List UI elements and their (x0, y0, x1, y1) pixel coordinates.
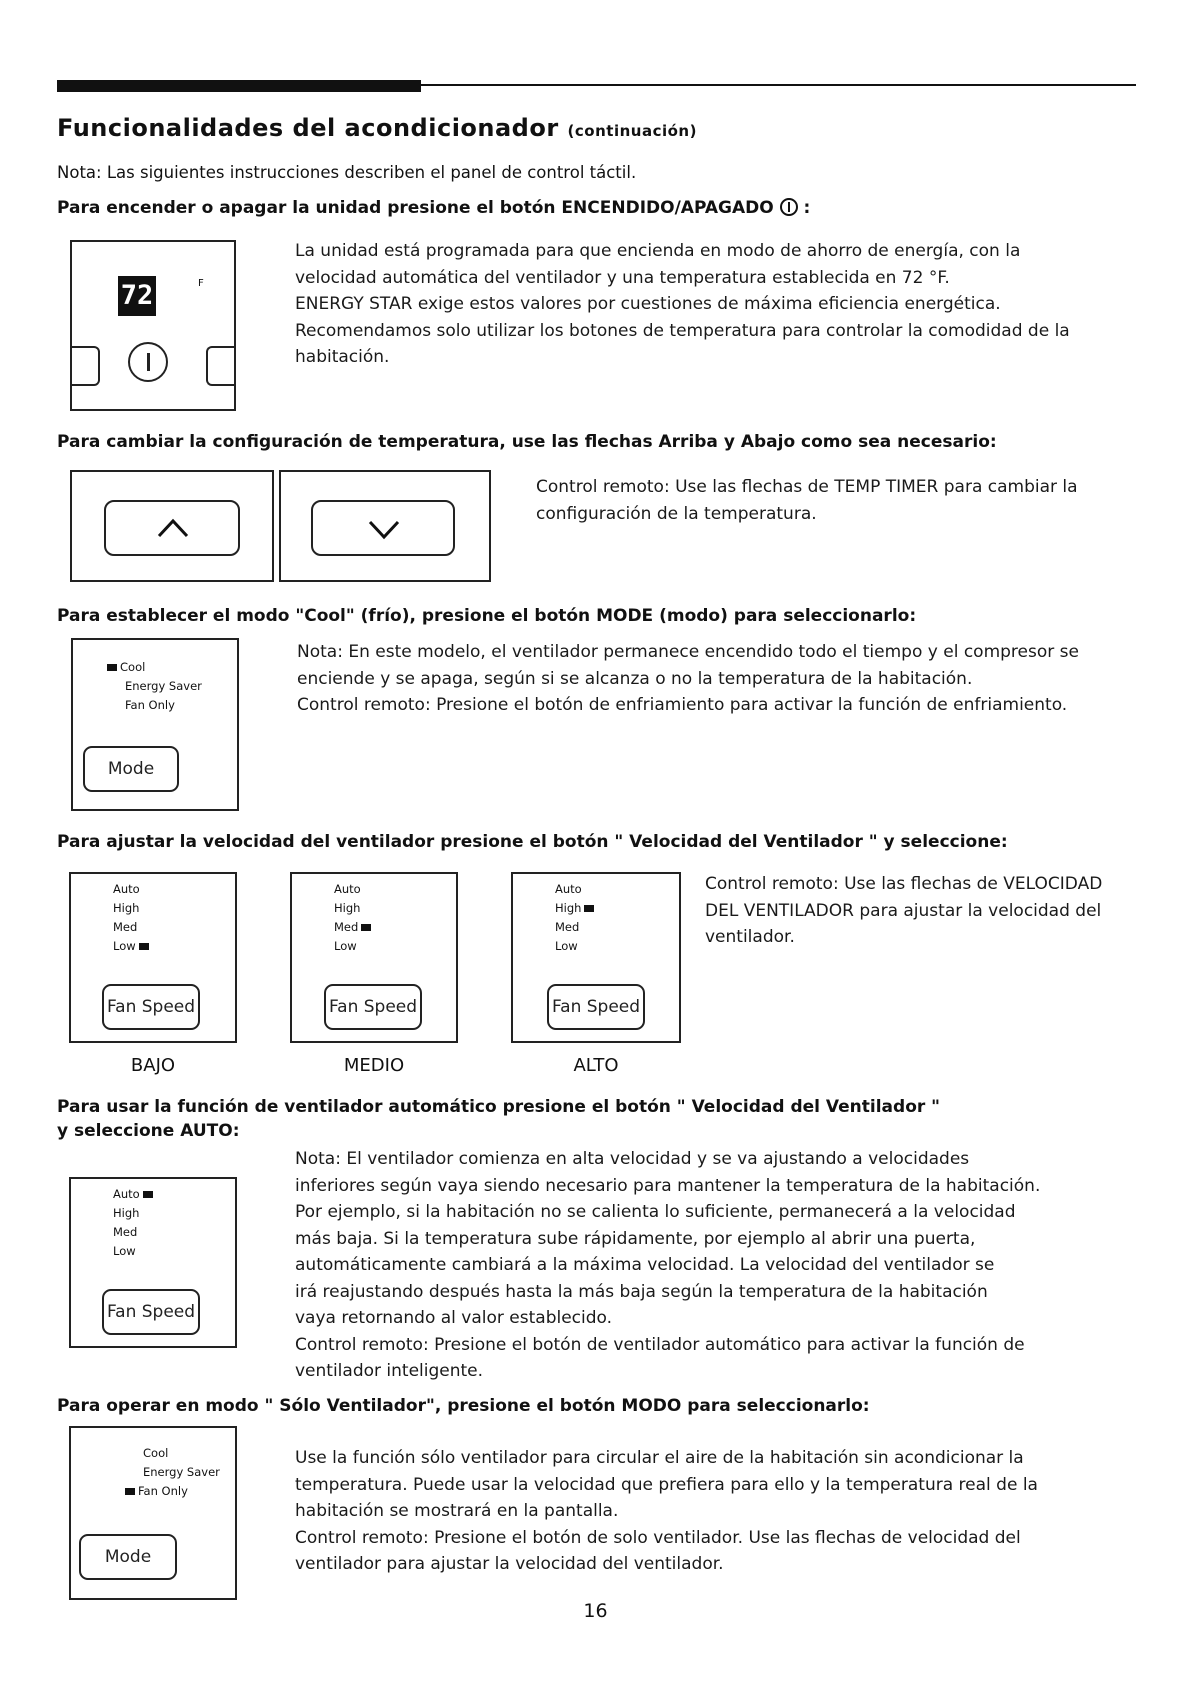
selected-indicator (125, 1488, 135, 1495)
mode-options (120, 658, 202, 715)
fan-speed-options: Auto High Med Low (113, 1185, 156, 1261)
selected-indicator (107, 664, 117, 671)
auto-fan-heading: Para usar la función de ventilador automático presione el botón " Velocidad del Ventilador " y seleccione AUTO: (57, 1097, 941, 1141)
page-title (57, 114, 697, 142)
power-button[interactable] (128, 342, 168, 382)
temp-down-panel (279, 470, 491, 582)
fan-speed-description: Control remoto: Use las flechas de VELOCIDAD DEL VENTILADOR para ajustar la velocidad del ventilador. (705, 874, 1103, 947)
right-button-edge[interactable] (206, 346, 236, 386)
cool-panel (71, 638, 239, 811)
power-panel (70, 240, 236, 411)
mode-option-energy-saver: Energy Saver (125, 679, 202, 693)
title-suffix: (continuación) (567, 122, 697, 140)
arrow-down-icon (367, 518, 401, 542)
caption-medium: MEDIO (343, 1055, 405, 1076)
power-heading: Para encender o apagar la unidad presione el botón ENCENDIDO/APAGADO : (57, 198, 811, 218)
auto-fan-panel (69, 1177, 237, 1348)
temp-up-panel (70, 470, 274, 582)
unit-label: F (198, 278, 204, 289)
fan-speed-options: Auto High Med Low (334, 880, 374, 956)
mode-options: Cool Energy Saver Fan Only (143, 1444, 220, 1501)
left-button-edge[interactable] (70, 346, 100, 386)
temperature-heading: Para cambiar la configuración de temperatura, use las flechas Arriba y Abajo como sea necesario: (57, 432, 997, 452)
temperature-description: Control remoto: Use las flechas de TEMP TIMER para cambiar la configuración de la temperatura. (536, 477, 1078, 524)
page-number: 16 (583, 1600, 608, 1622)
mode-button[interactable]: Mode (79, 1534, 177, 1580)
arrow-up-icon (156, 516, 190, 540)
fan-speed-button[interactable]: Fan Speed (102, 1289, 200, 1335)
mode-button[interactable]: Mode (83, 746, 179, 792)
caption-high: ALTO (573, 1055, 619, 1076)
temp-up-button[interactable] (104, 500, 240, 556)
fan-speed-button[interactable]: Fan Speed (324, 984, 422, 1030)
power-icon (147, 353, 150, 371)
fan-only-panel (69, 1426, 237, 1600)
temp-down-button[interactable] (311, 500, 455, 556)
intro-note: Nota: Las siguientes instrucciones describen el panel de control táctil. (57, 163, 637, 182)
cool-description: Nota: En este modelo, el ventilador permanece encendido todo el tiempo y el compresor se enciende y se apaga, según si se alcanza o no la temperatura de la habitación. Control remoto: Presione el botón de enfriamiento para activar la función de enfriamiento. (297, 642, 1079, 715)
power-icon (780, 198, 798, 216)
selected-indicator (584, 905, 594, 912)
fan-only-heading: Para operar en modo " Sólo Ventilador", presione el botón MODO para seleccionarlo: (57, 1396, 870, 1416)
fan-speed-options: Auto High Med Low (555, 880, 597, 956)
mode-option-fan-only: Fan Only (125, 698, 175, 712)
fan-panel-high (511, 872, 681, 1043)
mode-option-cool: Cool (125, 658, 202, 677)
fan-panel-low (69, 872, 237, 1043)
fan-only-description: Use la función sólo ventilador para circular el aire de la habitación sin acondicionar la temperatura. Puede usar la velocidad que prefiera para ello y la temperatura real de la habitación se mostrará en la pantalla. Control remoto: Presione el botón de solo ventilador. Use las flechas de velocidad del ventilador para ajustar la velocidad del ventilador. (295, 1448, 1038, 1574)
fan-speed-options: Auto High Med Low (113, 880, 152, 956)
fan-speed-button[interactable]: Fan Speed (102, 984, 200, 1030)
temperature-display: 72 (118, 276, 156, 316)
fan-speed-button[interactable]: Fan Speed (547, 984, 645, 1030)
selected-indicator (143, 1191, 153, 1198)
power-description: La unidad está programada para que encienda en modo de ahorro de energía, con la velocidad automática del ventilador y una temperatura establecida en 72 °F. ENERGY STAR exige estos valores por cuestiones de máxima eficiencia energética. Recomendamos solo utilizar los botones de temperatura para controlar la comodidad de la habitación. (295, 241, 1070, 367)
selected-indicator (361, 924, 371, 931)
auto-fan-description: Nota: El ventilador comienza en alta velocidad y se va ajustando a velocidades inferiores según vaya siendo necesario para mantener la temperatura de la habitación. Por ejemplo, si la habitación no se calienta lo suficiente, permanecerá a la velocidad más baja. Si la temperatura sube rápidamente, por ejemplo al abrir una puerta, automáticamente cambiará a la máxima velocidad. La velocidad del ventilador se irá reajustando después hasta la más baja según la temperatura de la habitación vaya retornando al valor establecido. Control remoto: Presione el botón de ventilador automático para activar la función de ventilador inteligente. (295, 1149, 1041, 1381)
fan-panel-medium (290, 872, 458, 1043)
cool-heading: Para establecer el modo "Cool" (frío), presione el botón MODE (modo) para seleccionarlo: (57, 606, 917, 626)
fan-speed-heading: Para ajustar la velocidad del ventilador presione el botón " Velocidad del Ventilador " y seleccione: (57, 832, 1008, 852)
selected-indicator (139, 943, 149, 950)
caption-low: BAJO (130, 1055, 176, 1076)
header-rule-thick (57, 80, 421, 92)
title-text: Funcionalidades del acondicionador (57, 114, 559, 142)
